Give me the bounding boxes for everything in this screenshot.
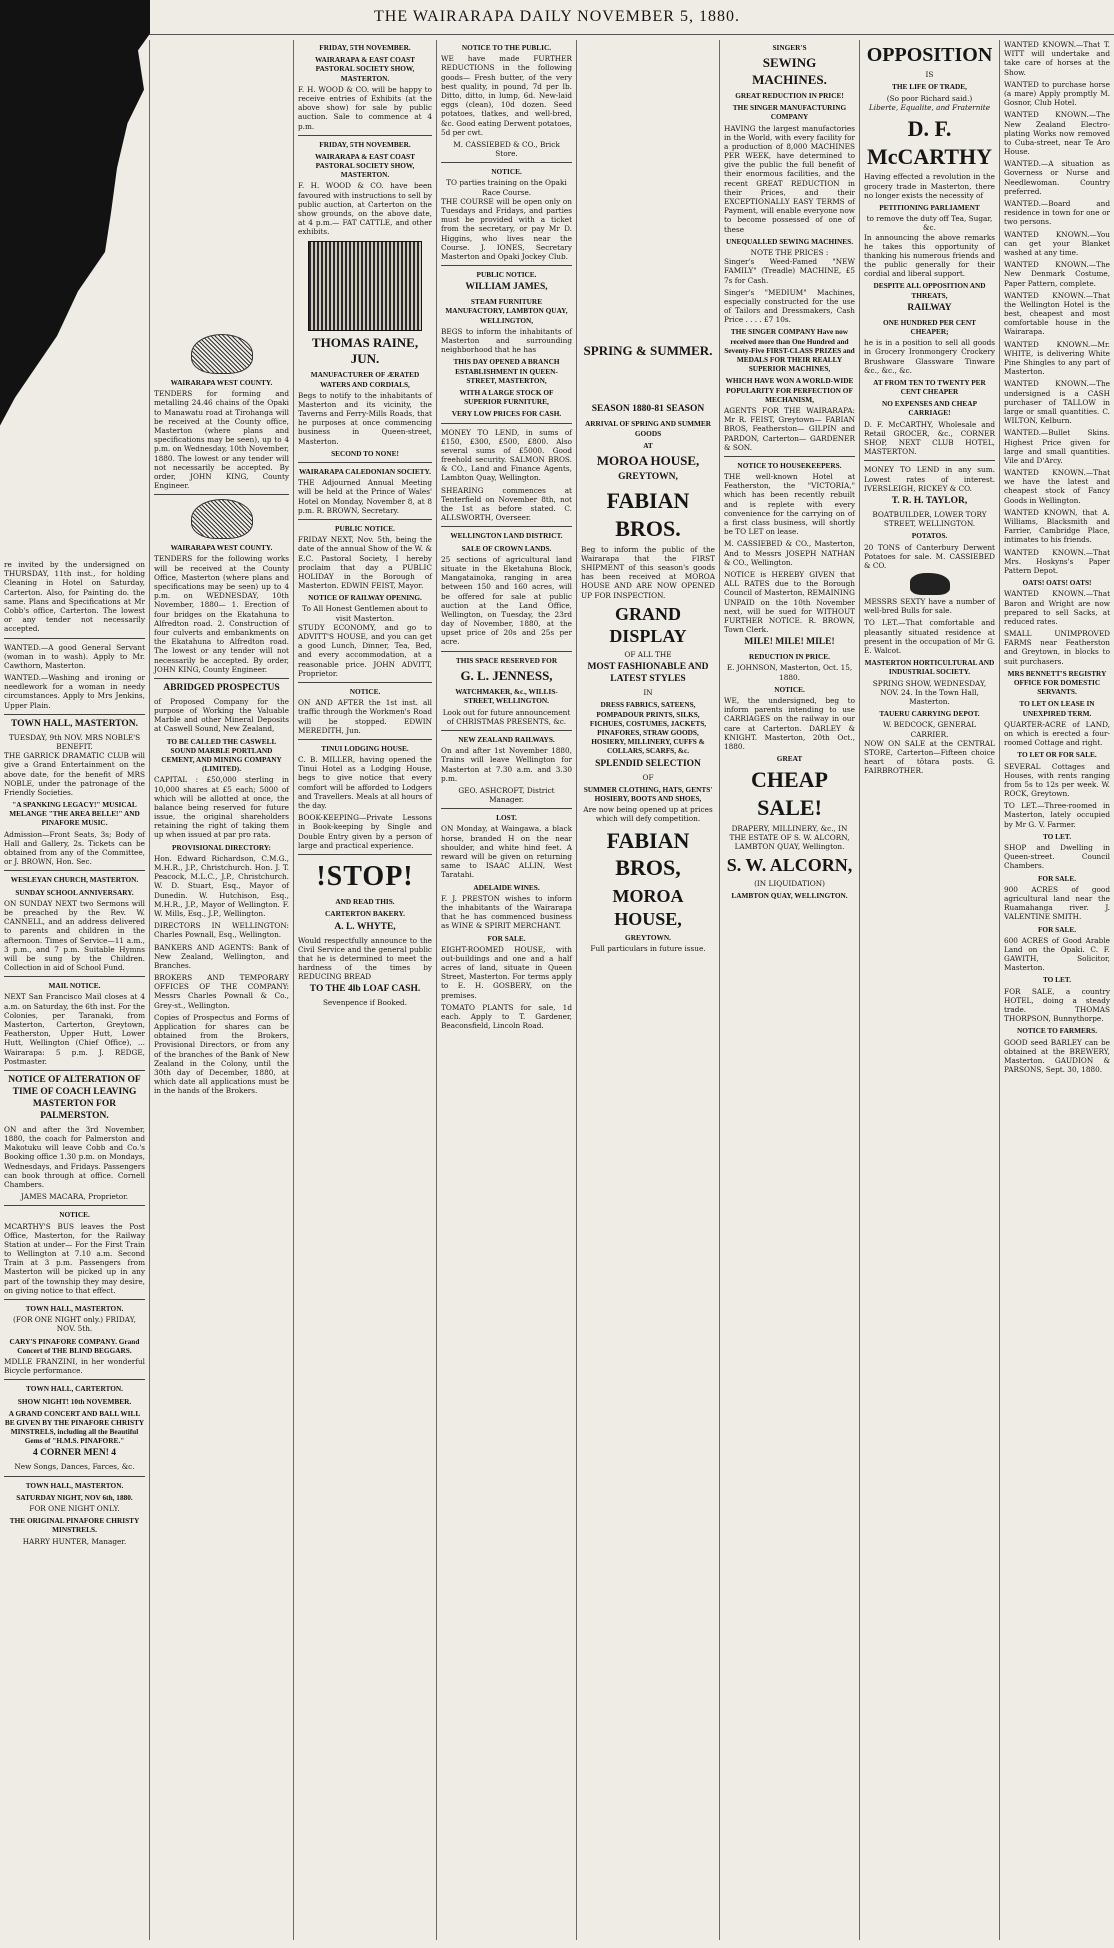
- brokers: BROKERS AND TEMPORARY OFFICES OF THE COMPANY: Messrs Charles Pownall & Co., Grey-st., Wellington.: [154, 973, 289, 1010]
- christy-minstrels: THE ORIGINAL PINAFORE CHRISTY MINSTRELS.: [9, 1516, 140, 1535]
- registry-office: MRS BENNETT'S REGISTRY OFFICE FOR DOMESTIC SERVANTS.: [1007, 668, 1107, 697]
- benefit-date: TUESDAY, 9th NOV. MRS NOBLE'S BENEFIT.: [8, 732, 141, 751]
- barley-text: GOOD seed BARLEY can be obtained at the BREWERY, Masterton. GAUDION & PARSONS, Sept. 30, 1880.: [1004, 1037, 1110, 1075]
- wanted-governess: WANTED.—A situation as Governess or Nurse and Needlewoman. Country preferred.: [1004, 159, 1110, 196]
- duty-text: to remove the duty off Tea, Sugar, &c.: [866, 214, 993, 233]
- railway-label: RAILWAY: [907, 302, 952, 313]
- county-heading: WAIRARAPA WEST COUNTY.: [170, 378, 273, 387]
- one-night-only: FOR ONE NIGHT ONLY.: [29, 1504, 120, 1513]
- christmas-presents: Look out for future announcement of CHRISTMAS PRESENTS, &c.: [442, 707, 571, 726]
- wanted-skins: WANTED.—Bullet Skins. Highest Price given for large and small quantities. Vile and D'Arcy.: [1004, 428, 1110, 465]
- bridge-tender: TENDERS for the following works will be received at the County Office, Masterton (where plans and specifications may be seen) up to 4 p.m. on WEDNESDAY, 10th November, 1880— 1. Erection of four bridges on the Ekatahuna to Alfredton road. 2. Construction of four culverts and embankments on the Ekatahuna to Alfredton road. The lowest or any tender will not necessarily be accepted. By order, JOHN KING, County Engineer.: [154, 554, 289, 674]
- in-1: IN: [643, 688, 653, 698]
- town-hall-heading: TOWN HALL, MASTERTON.: [10, 718, 139, 729]
- railways-manager: GEO. ASHCROFT, District Manager.: [458, 785, 555, 805]
- alcorn-name: S. W. ALCORN,: [726, 855, 853, 876]
- wanted-witt: WANTED KNOWN.—That T. WITT will undertake and take care of horses at the Show.: [1004, 40, 1110, 77]
- apply-to: M. CASSIEBED & CO., Masterton, And to Messrs JOSEPH NATHAN & CO., Wellington.: [724, 539, 855, 567]
- capital-text: CAPITAL : £50,000 sterling in 10,000 shares at £5 each; 5000 of which will be allotted at once, the balance being reserved for future issue, the original shareholders retaining the right of taking them up when issued at par pro rata.: [154, 775, 289, 840]
- wanted-paper-pattern: WANTED KNOWN.—That Mrs. Hoskyns's Paper Pattern Depot.: [1004, 547, 1110, 575]
- wanted-fancy: WANTED KNOWN.—That we have the latest and cheapest stock of Fancy Goods in Wellington.: [1004, 468, 1110, 505]
- royal-crest-icon: [191, 334, 253, 374]
- lost-heading: LOST.: [496, 813, 517, 823]
- for-sale-heading: FOR SALE.: [1037, 873, 1077, 883]
- medium-machine: Singer's "MEDIUM" Machines, especially constructed for the use of Tailors and Dressmakers, Cash Price . . . . £7 10s.: [724, 287, 855, 325]
- wanted-electro: WANTED KNOWN.—The New Zealand Electro-plating Works now removed to Cuba-street, near Te Aro House.: [1004, 110, 1110, 157]
- whyte-name: A. L. WHYTE,: [334, 921, 396, 932]
- wanted-board: WANTED.—Board and residence in town for one or two persons.: [1004, 199, 1110, 227]
- county-heading-2: WAIRARAPA WEST COUNTY.: [170, 543, 273, 553]
- fabian-bros-2: FABIAN BROS,: [606, 827, 690, 881]
- raine-trade: MANUFACTURER OF ÆRATED WATERS AND CORDIALS,: [310, 370, 420, 389]
- traffic-notice: ON AND AFTER the 1st inst. all traffic through the Workmen's Road will be stopped. EDWIN MEREDITH, Jun.: [298, 698, 432, 735]
- life-of-trade: THE LIFE OF TRADE,: [891, 82, 967, 92]
- wanted-horse: WANTED to purchase horse (a mare) Apply promptly M. Gosnor, Club Hotel.: [1004, 79, 1110, 108]
- ten-to-twenty: AT FROM TEN TO TWENTY PER CENT CHEAPER: [873, 377, 986, 397]
- bull-icon: [910, 573, 950, 595]
- carrier-name: W. BEDCOCK, GENERAL CARRIER.: [882, 720, 977, 739]
- for-sale-heading-2: FOR SALE.: [1037, 924, 1077, 934]
- tinui-text: C. B. MILLER, having opened the Tinui Hotel as a Lodging House, begs to give notice that every comfort will be afforded to Lodgers and Travellers. Meals at all hours of the day.: [298, 755, 432, 810]
- wellington-directors: DIRECTORS IN WELLINGTON: Charles Pownall, Esq., Wellington.: [154, 921, 289, 940]
- carrying-depot: TAUERU CARRYING DEPOT.: [879, 709, 980, 719]
- clothing-list: SUMMER CLOTHING, HATS, GENTS' HOSIERY, BOOTS AND SHOES,: [583, 784, 713, 803]
- great-label: GREAT: [776, 754, 803, 764]
- petitioning: PETITIONING PARLIAMENT: [879, 202, 980, 212]
- mail-text: NEXT San Francisco Mail closes at 4 a.m. on Saturday, the 6th inst. For the Colonies, per Taranaki, from Masterton, Carterton, Greytown, Featherston, Upper Hutt, Lower Hutt, Wellington (Chief Office), ... Wairarapa: 5 p.m. J. REDGE, Postmaster.: [4, 992, 145, 1066]
- shop-dwelling: SHOP and Dwelling in Queen-street. Council Chambers.: [1004, 843, 1110, 871]
- price-reduction: GREAT REDUCTION IN PRICE!: [735, 90, 844, 100]
- competition-text: Are now being opened up at prices which will defy competition.: [583, 805, 713, 824]
- show-date-2: FRIDAY, 5TH NOVEMBER.: [319, 139, 411, 149]
- three-roomed: TO LET.—Three-roomed in Masterton, lately occupied by Mr G. V. Farmer.: [1004, 801, 1110, 829]
- corner-men: 4 CORNER MEN! 4: [32, 1448, 117, 1459]
- wanted-blanket: WANTED KNOWN.—You can get your Blanket washed at any time.: [1004, 229, 1110, 257]
- wood-cattle: F. H. WOOD & CO. have been favoured with instructions to sell by public auction, at Carterton on the show grounds, on the above date, at 4 p.m.— FAT CATTLE, and other exhibits.: [298, 181, 432, 237]
- jenness-trade: WATCHMAKER, &c., WILLIS-STREET, WELLINGTON.: [455, 687, 558, 706]
- wines-heading: ADELAIDE WINES.: [473, 882, 540, 892]
- manager: HARRY HUNTER, Manager.: [22, 1536, 127, 1546]
- railway-opening: NOTICE OF RAILWAY OPENING.: [308, 593, 422, 603]
- wanted-washing: WANTED.—Washing and ironing or needlework for a woman in needy circumstances. Apply to Mrs Jenkins, Upper Plain.: [4, 673, 145, 710]
- boatbuilder: BOATBUILDER, LOWER TORY STREET, WELLINGTON.: [872, 509, 987, 529]
- land-district: WELLINGTON LAND DISTRICT.: [450, 531, 563, 541]
- land-text: 25 sections of agricultural land situate in the Eketahuna Block, Mangatainoka, ranging in area between 150 and 160 acres, will be offered for sale at public auction at the Land Office, Wellington, on Tuesday, the 23rd day of November, 1880, at the upset price of 20s and 25s per acre.: [441, 554, 572, 647]
- grand-display: GRAND DISPLAY: [609, 603, 687, 647]
- drapery-text: DRAPERY, MILLINERY, &c., IN THE ESTATE OF S. W. ALCORN, LAMBTON QUAY, Wellington.: [729, 823, 850, 852]
- company-name: TO BE CALLED THE CASWELL SOUND MARBLE PORTLAND CEMENT, AND MINING COMPANY (LIMITED).: [161, 736, 282, 774]
- mile-heading: MILE! MILE! MILE!: [744, 637, 835, 648]
- singers-label: SINGER'S: [772, 43, 807, 52]
- revolution-text: Having effected a revolution in the grocery trade in Masterton, there no longer exists the necessity of: [864, 172, 995, 200]
- booked-price: Sevenpence if Booked.: [322, 998, 408, 1008]
- tender-notice: re invited by the undersigned on THURSDAY, 11th inst., for holding Cleaning in Hotel on Saturday, Carterton. Also, for Painting do. the same. Plans and Specifications at Mr Cobb's office, Carterton. The lowest or any tender not necessarily accepted.: [4, 560, 145, 634]
- crown-lands: SALE OF CROWN LANDS.: [461, 543, 552, 553]
- carterton-hall: TOWN HALL, CARTERTON.: [26, 1384, 123, 1394]
- wanted-pattern: WANTED KNOWN.—The New Denmark Costume, Paper Pattern, complete.: [1004, 260, 1110, 288]
- lost-text: ON Monday, at Waingawa, a black horse, branded H on the near shoulder, and white hind feet. A reward will be given on returning same to ISAAC ALLIN, West Taratahi.: [441, 824, 572, 880]
- read-this: AND READ THIS.: [335, 897, 395, 907]
- james-text: BEGS to inform the inhabitants of Masterton and surrounding neighborhood that he has: [441, 326, 572, 355]
- cheap-sale: CHEAP SALE!: [751, 767, 828, 820]
- hall-heading-3: TOWN HALL, MASTERTON.: [25, 1480, 124, 1490]
- house-sale: EIGHT-ROOMED HOUSE, with out-buildings and one and a half acres of land, situate in Queen Street, Masterton. For terms apply to E. H. GOSBERY, on the premises.: [441, 944, 572, 1000]
- spring-summer: SPRING & SUMMER.: [583, 343, 713, 358]
- garrick-club: THE GARRICK DRAMATIC CLUB will give a Grand Entertainment on the above date, for the benefit of MRS NOBLE, under the patronage of the Friendly Societies.: [4, 751, 145, 797]
- caledonian-heading: WAIRARAPA CALEDONIAN SOCIETY.: [299, 467, 431, 476]
- column-7: [860, 40, 1000, 1940]
- saturday-night: SATURDAY NIGHT, NOV 6th, 1880.: [16, 1492, 133, 1502]
- bus-text: MCARTHY'S BUS leaves the Post Office, Masterton, for the Railway Station at under— For the First Train to Wellington at 7.10 a.m. Second Train at 3 p.m. Passengers from Masterton will be picked up in any part of the township they may desire, on giving notice to that effect.: [4, 1221, 145, 1295]
- one-night: (FOR ONE NIGHT only.) FRIDAY, NOV. 5th.: [13, 1315, 136, 1334]
- prizes-heading: THE SINGER COMPANY Have now received more than One Hundred and Seventy-Five FIRST-CLASS PRIZES and MEDALS FOR THEIR REALLY SUPERIOR MACHINES,: [724, 327, 855, 374]
- bulls-text: MESSRS SEXTY have a number of well-bred Bulls for sale.: [864, 597, 995, 616]
- county-tender: TENDERS for forming and metalling 24.46 chains of the Opaki to Manawatu road at Tirohanga will be received at the County office, Masterton (where plans and specifications may be seen), up to 4 p.m. on Wednesday, 10th November, 1880. The lowest or any tender will not necessarily be accepted. By order, JOHN KING, County Engineer.: [154, 389, 289, 491]
- of-all-the: OF ALL THE: [624, 650, 672, 660]
- masthead-title: THE WAIRARAPA DAILY NOVEMBER 5, 1880.: [374, 8, 740, 25]
- hundred-percent: ONE HUNDRED PER CENT CHEAPER;: [882, 317, 977, 336]
- agents-list: AGENTS FOR THE WAIRARAPA: Mr R. FEIST, Greytown— FABIAN BROS, Featherston— GILPIN and PARDON, Carterton— GARDENER & SON.: [724, 405, 855, 452]
- furniture-stock: WITH A LARGE STOCK OF SUPERIOR FURNITURE,: [459, 387, 554, 407]
- directory-heading: PROVISIONAL DIRECTORY:: [172, 842, 271, 852]
- franzini-text: MDLLE FRANZINI, in her wonderful Bicycle performance.: [4, 1356, 145, 1376]
- season-heading: SEASON 1880-81 SEASON: [591, 404, 705, 415]
- program-titles: "A SPANKING LEGACY!" MUSICAL MELANGE "THE AREA BELLE!" AND PINAFORE MUSIC.: [9, 800, 140, 828]
- new-songs: New Songs, Dances, Farces, &c.: [14, 1462, 135, 1472]
- mccarthy-name: D. F. McCARTHY: [866, 115, 993, 169]
- advitt-text: STUDY ECONOMY, and go to ADVITT'S HOUSE, and you can get a good Lunch, Dinner, Tea, Bed, and every accommodation, at a reasonable price. JOHN ADVITT, Proprietor.: [298, 622, 432, 678]
- despite-opposition: DESPITE ALL OPPOSITION AND THREATS,: [873, 281, 986, 300]
- acres-900: 900 ACRES of good agricultural land near the Ruamahanga river. J. VALENTINE SMITH.: [1004, 884, 1110, 922]
- raine-text: Begs to notify to the inhabitants of Masterton and its vicinity, the Taverns and Ferry-Mills Roads, that he purposes at once commencing business in Queen-street, Masterton.: [298, 390, 432, 446]
- grand-concert: A GRAND CONCERT AND BALL WILL BE GIVEN BY THE PINAFORE CHRISTY MINSTRELS, including all the Beautiful Gems of "H.M.S. PINAFORE.": [4, 1408, 145, 1446]
- directors-list: Hon. Edward Richardson, C.M.G., M.H.R., J.P., Christchurch. Hon. J. T. Peacock, M.L.C., J.P., Christchurch. W. D. Stuart, Esq., Mayor of Dunedin. W. Hutchison, Esq., M.H.R., J.P., Mayor of Wellington. F. W. Mills, Esq., J.P., Wellington.: [154, 853, 289, 918]
- tinui-heading: TINUI LODGING HOUSE.: [321, 743, 409, 753]
- show-heading: WAIRARAPA & EAST COAST PASTORAL SOCIETY SHOW, MASTERTON.: [314, 55, 416, 83]
- small-farms: SMALL UNIMPROVED FARMS near Featherston and Greytown, in blocks to suit purchasers.: [1004, 629, 1110, 666]
- prospectus-copies: Copies of Prospectus and Forms of Application for shares can be obtained from the Brokers, Provisional Directors, or from any of the branches of the Bank of New Zealand in the Colony, until the 30th day of December, 1880, at which date all applications must be in the hands of the Brokers.: [154, 1012, 289, 1096]
- race-subhead: TO parties training on the Opaki Race Course.: [446, 178, 567, 197]
- coach-proprietor: JAMES MACARA, Proprietor.: [20, 1192, 129, 1202]
- thanks-text: In announcing the above remarks he takes this opportunity of thanking his numerous friends and the public generally for their cordial and liberal support.: [864, 232, 995, 279]
- country-hotel: FOR SALE, a country HOTEL, doing a steady trade. THOMAS THORPSON, Bunnythorpe.: [1004, 986, 1110, 1024]
- race-notice: NOTICE.: [491, 167, 522, 177]
- sale-heading: FOR SALE.: [487, 933, 526, 943]
- cassiebed-sign: M. CASSIEBED & CO., Brick Store.: [453, 139, 560, 159]
- show-night: SHOW NIGHT! 10th NOVEMBER.: [17, 1396, 132, 1406]
- wanted-shingles: WANTED KNOWN.—Mr. WHITE, is delivering White Pine Shingles to any part of Masterton.: [1004, 339, 1110, 377]
- coach-heading: NOTICE OF ALTERATION OF TIME OF COACH LEAVING MASTERTON FOR PALMERSTON.: [8, 1074, 141, 1121]
- tomato-text: TOMATO PLANTS for sale, 1d each. Apply to T. Gardener, Beaconsfield, Lincoln Road.: [441, 1002, 572, 1031]
- railway-subhead: To All Honest Gentlemen about to visit Masterton.: [302, 604, 428, 623]
- branch-heading: THIS DAY OPENED A BRANCH ESTABLISHMENT IN QUEEN-STREET, MASTERTON,: [453, 357, 560, 385]
- note-prices: NOTE THE PRICES :: [750, 247, 829, 257]
- opposition: OPPOSITION: [866, 44, 993, 66]
- notice-public: NOTICE TO THE PUBLIC.: [461, 43, 552, 52]
- mccarthy-sign: D. F. McCARTHY, Wholesale and Retail GROCER, &c., CORNER SHOP, NEXT CLUB HOTEL, MASTERTON.: [864, 419, 995, 457]
- acres-600: 600 ACRES of Good Arable Land on the Opaki. C. F. GAWITH, Solicitor, Masterton.: [1004, 935, 1110, 973]
- column-4: [437, 40, 577, 1940]
- singer-text: HAVING the largest manufactories in the World, with every facility for a production of 8,000 MACHINES PER WEEK, have determined to give the public the full benefit of their enormous facilities, and the recent GREAT REDUCTION in their Prices, and their EXCEPTIONALLY EASY TERMS of Payment, will enable everyone now to become possessed of one of these: [724, 123, 855, 234]
- royal-crest-icon-2: [191, 499, 253, 539]
- bus-heading: NOTICE.: [59, 1210, 90, 1220]
- column-6: [720, 40, 860, 1940]
- at-1: AT: [643, 440, 653, 450]
- greytown: GREYTOWN,: [618, 472, 678, 483]
- money-lend: MONEY TO LEND, in sums of £150, £300, £500, £800. Also several sums of £5000. Good freehold security. SALMON BROS. & CO., Land and Finance Agents, Lambton Quay, Wellington.: [441, 427, 572, 483]
- fabian-bros: FABIAN BROS.: [606, 488, 690, 541]
- bookkeeping-text: BOOK-KEEPING—Private Lessons in Book-keeping by Single and Double Entry given by a person of large and practical experience.: [298, 813, 432, 850]
- to-let-heading-2: TO LET.: [1042, 975, 1072, 985]
- is-label: IS: [925, 70, 934, 80]
- let-or-sale: TO LET OR FOR SALE.: [1017, 750, 1097, 760]
- shipment-text: Beg to inform the public of the Wairarapa that the FIRST SHIPMENT of this season's goods has been received at MOROA HOUSE AND ARE NOW OPENED UP FOR INSPECTION.: [581, 544, 715, 600]
- column-3: [294, 40, 437, 1940]
- prospectus-heading: ABRIDGED PROSPECTUS: [163, 682, 280, 693]
- admission-text: Admission—Front Seats, 3s; Body of Hall and Gallery, 2s. Tickets can be obtained from any of the Committee, or J. BROWN, Hon. Sec.: [4, 829, 145, 867]
- johnson-sign: E. JOHNSON, Masterton, Oct. 15, 1880.: [726, 663, 853, 682]
- course-text: THE COURSE will be open only on Tuesdays and Fridays, and parties must be provided with a ticket from the secretary, or pay Mr D. Higgins, who lives near the Course. J. IONES, Secretary Masterton and Opaki Jockey Club.: [441, 196, 572, 261]
- family-machine: Singer's Weed-Famed "NEW FAMILY" (Treadle) MACHINE, £5 7s for Cash.: [724, 257, 855, 285]
- column-5: [577, 40, 720, 1940]
- of-2: OF: [642, 772, 654, 782]
- moroa-house-2: MOROA HOUSE,: [612, 885, 684, 929]
- machine-engraving: [308, 241, 422, 331]
- pinafore-company: CARY'S PINAFORE COMPANY. Grand Concert of THE BLIND BEGGARS.: [9, 1336, 140, 1355]
- space-reserved: THIS SPACE RESERVED FOR: [455, 655, 558, 665]
- wines-text: F. J. PRESTON wishes to inform the inhabitants of the Wairarapa that he has commenced business as WINE & SPIRIT MERCHANT.: [441, 893, 572, 931]
- show-heading-2: WAIRARAPA & EAST COAST PASTORAL SOCIETY SHOW, MASTERTON.: [314, 151, 416, 180]
- railways-text: On and after 1st November 1880, Trains will leave Wellington for Masterton at 7.30 a.m. and 3.30 p.m.: [441, 746, 572, 783]
- no-expenses: NO EXPENSES AND CHEAP CARRIAGE!: [881, 399, 978, 418]
- railways-heading: NEW ZEALAND RAILWAYS.: [458, 734, 555, 744]
- prospectus-intro: of Proposed Company for the purpose of Working the Valuable Marble and other Mineral Deposits at Caswell Sound, New Zealand,: [154, 696, 289, 734]
- bakery-heading: CARTERTON BAKERY.: [325, 909, 405, 919]
- steam-furniture: STEAM FURNITURE MANUFACTORY, LAMBTON QUAY, WELLINGTON,: [445, 297, 568, 325]
- potatos-heading: POTATOS.: [911, 531, 948, 541]
- public-notice-2: PUBLIC NOTICE.: [476, 270, 537, 280]
- carriages-text: WE, the undersigned, beg to inform parents intending to use CARRIAGES on the railway in our care at Carterton. DARLEY & KNIGHT. Masterton, 20th Oct., 1880.: [724, 695, 855, 751]
- goods-list: he is in a position to sell all goods in Grocery Ironmongery Crockery Brushware Glassware Tinware &c., &c., &c.: [864, 338, 995, 375]
- potatos-text: 20 TONS of Canterbury Derwent Potatoes for sale. M. CASSIEBED & CO.: [864, 542, 995, 570]
- splendid-selection: SPLENDID SELECTION: [595, 758, 701, 769]
- moroa-house: MOROA HOUSE,: [596, 452, 700, 468]
- victoria-hotel: THE well-known Hotel at Featherston, the "VICTORIA," which has been recently rebuilt and is replete with every convenience for the carrying on of a first class business, will shortly be TO LET on lease.: [724, 472, 855, 537]
- loaf-price: TO THE 4lb LOAF CASH.: [309, 984, 421, 995]
- bankers: BANKERS AND AGENTS: Bank of New Zealand, Wellington, and Branches.: [154, 942, 289, 970]
- stop-heading: !STOP!: [316, 860, 414, 892]
- housekeepers-heading: NOTICE TO HOUSEKEEPERS.: [737, 460, 842, 470]
- low-prices: VERY LOW PRICES FOR CASH.: [451, 409, 562, 419]
- liquidation: (IN LIQUIDATION): [754, 878, 825, 888]
- reductions-text: WE have made FURTHER REDUCTIONS in the following goods— Fresh butter, of the very best quality, in pound, 7d per lb. Ditto, ditto, in lump, 6d. New-laid eggs (clean), 10d dozen. Seed potatoes, tlatkes, and well-bred, &c. Good eating Derwent potatoes, 5d per cwt.: [441, 54, 572, 137]
- sewing-machines: SEWING MACHINES.: [752, 55, 827, 87]
- wanted-sacks: WANTED KNOWN.—That Baron and Wright are now prepared to sell Sacks, at reduced rates.: [1004, 589, 1110, 626]
- mail-heading: MAIL NOTICE.: [48, 981, 101, 991]
- column-8: [1000, 40, 1114, 1940]
- caledonian-text: THE Adjourned Annual Meeting will be held at the Prince of Wales' Hotel on Monday, November 8, at 8 p.m. R. BROWN, Secretary.: [298, 478, 432, 515]
- jenness-name: G. L. JENNESS,: [460, 667, 553, 683]
- holiday-text: FRIDAY NEXT, Nov. 5th, being the date of the annual Show of the W. & E.C. Pastoral Society, I hereby proclaim that day a PUBLIC HOLIDAY in the Borough of Masterton. EDWIN FEIST, Mayor.: [298, 535, 432, 591]
- taylor-name: T. R. H. TAYLOR,: [891, 495, 968, 506]
- column-2: [150, 40, 294, 1940]
- notice-heading: NOTICE.: [349, 686, 381, 696]
- wanted-servant: WANTED.—A good General Servant (woman in to wash). Apply to Mr. Cawthorn, Masterton.: [4, 642, 145, 670]
- masthead: [0, 0, 1114, 35]
- unequalled: UNEQUALLED SEWING MACHINES.: [725, 236, 854, 246]
- central-store: NOW ON SALE at the CENTRAL STORE, Carterton—Fifteen choice heart of tōtara posts. G. FAIRBROTHER.: [864, 738, 995, 776]
- second-to-none: SECOND TO NONE!: [331, 448, 399, 458]
- coach-text: ON and after the 3rd November, 1880, the coach for Palmerston and Makotuku will leave Cobb and Co.'s Booking office 1.30 p.m. on Mondays, Wednesdays, and Fridays. Passengers can book through at office. Cornell Chambers.: [4, 1124, 145, 1189]
- cottages-text: SEVERAL Cottages and Houses, with rents ranging from 5s to 12s per week. W. ROCK, Greytown.: [1004, 761, 1110, 799]
- arrival-heading: ARRIVAL OF SPRING AND SUMMER GOODS: [584, 419, 712, 438]
- liberte: Liberte, Equalite, and Fraternite: [868, 102, 991, 112]
- fabrics-list: DRESS FABRICS, SATEENS, POMPADOUR PRINTS, SILKS, FICHUES, COSTUMES, JACKETS, PINAFORES, STRAW GOODS, HOSIERY, MILLINERY, CUFFS & COLLARS, SCARFS, &c.: [589, 700, 707, 756]
- alcorn-address: LAMBTON QUAY, WELLINGTON.: [731, 891, 848, 901]
- wanted-blacksmith: WANTED KNOWN, that A. Williams, Blacksmith and Farrier, Cambridge Place, intimates to his friends.: [1004, 507, 1110, 545]
- latest-styles: MOST FASHIONABLE AND LATEST STYLES: [587, 662, 709, 685]
- raine-name: THOMAS RAINE, JUN.: [311, 334, 419, 366]
- to-let-heading: TO LET.: [1042, 831, 1072, 841]
- wanted-tallow: WANTED KNOWN.—The undersigned is a CASH purchaser of TALLOW in large or small quantities. C. WILTON, Kelburn.: [1004, 379, 1110, 426]
- column-1: [0, 40, 150, 1940]
- quarter-acre: QUARTER-ACRE of LAND, on which is erected a four-roomed Cottage and right.: [1004, 719, 1110, 748]
- notice-heading-2: NOTICE.: [774, 684, 805, 694]
- hall-heading-2: TOWN HALL, MASTERTON.: [25, 1304, 124, 1314]
- farmers-heading: NOTICE TO FARMERS.: [1016, 1026, 1098, 1036]
- bread-text: Would respectfully announce to the Civil Service and the general public that he is determined to meet the hardness of the times by REDUCING BREAD: [298, 935, 432, 982]
- money-lend-2: MONEY TO LEND in any sum. Lowest rates of interest. IVERSLEIGH, RICKEY & CO.: [864, 465, 995, 493]
- singer-company: THE SINGER MANUFACTURING COMPANY: [732, 103, 847, 122]
- poor-richard: (So poor Richard said.): [886, 93, 973, 103]
- lease-heading: TO LET ON LEASE IN UNEXPIRED TERM.: [1019, 699, 1095, 718]
- wanted-hotel: WANTED KNOWN.—That the Wellington Hotel is the best, cheapest and most comfortable house in the Wairarapa.: [1004, 290, 1110, 337]
- reduction-price: REDUCTION IN PRICE.: [749, 652, 830, 662]
- world-wide: WHICH HAVE WON A WORLD-WIDE POPULARITY FOR PERFECTION OF MECHANISM,: [725, 376, 854, 404]
- greytown-2: GREYTOWN.: [625, 933, 671, 943]
- rates-notice: NOTICE is HEREBY GIVEN that ALL RATES due to the Borough Council of Masterton, REMAINING UNPAID on the 10th November next, will be sued for WITHOUT FURTHER NOTICE. R. BROWN, Town Clerk.: [724, 569, 855, 635]
- shearing-notice: SHEARING commences at Tenterfield on November 8th, not the 1st as before stated. C. ALLSWORTH, Overseer.: [441, 485, 572, 523]
- show-date: FRIDAY, 5TH NOVEMBER.: [319, 43, 411, 52]
- oats-heading: OATS! OATS! OATS!: [1022, 578, 1092, 588]
- anniversary-heading: SUNDAY SCHOOL ANNIVERSARY.: [15, 887, 134, 897]
- james-name: WILLIAM JAMES,: [465, 282, 548, 293]
- church-heading: WESLEYAN CHURCH, MASTERTON.: [10, 875, 139, 885]
- wood-entries: F. H. WOOD & CO. will be happy to receive entries of Exhibits (at the above show) for sale by public auction. Sale to commence at 4 p.m.: [298, 84, 432, 131]
- to-let-residence: TO LET.—That comfortable and pleasantly situated residence at present in the occupation of Mr G. E. Walcot.: [864, 618, 995, 655]
- horticultural: MASTERTON HORTICULTURAL AND INDUSTRIAL SOCIETY.: [864, 658, 995, 677]
- spring-show: SPRING SHOW, WEDNESDAY, NOV. 24. In the Town Hall, Masterton.: [872, 678, 987, 706]
- public-notice: PUBLIC NOTICE.: [334, 523, 395, 533]
- sermon-text: ON SUNDAY NEXT two Sermons will be preached by the Rev. W. CANNELL, and an address delivered to parents and children in the afternoon. Times of Service—11 a.m., 3 p.m., and 7 p.m. Suitable Hymns will be sung by the Children. Collection in aid of School Fund.: [4, 898, 145, 973]
- future-issue: Full particulars in future issue.: [590, 944, 706, 954]
